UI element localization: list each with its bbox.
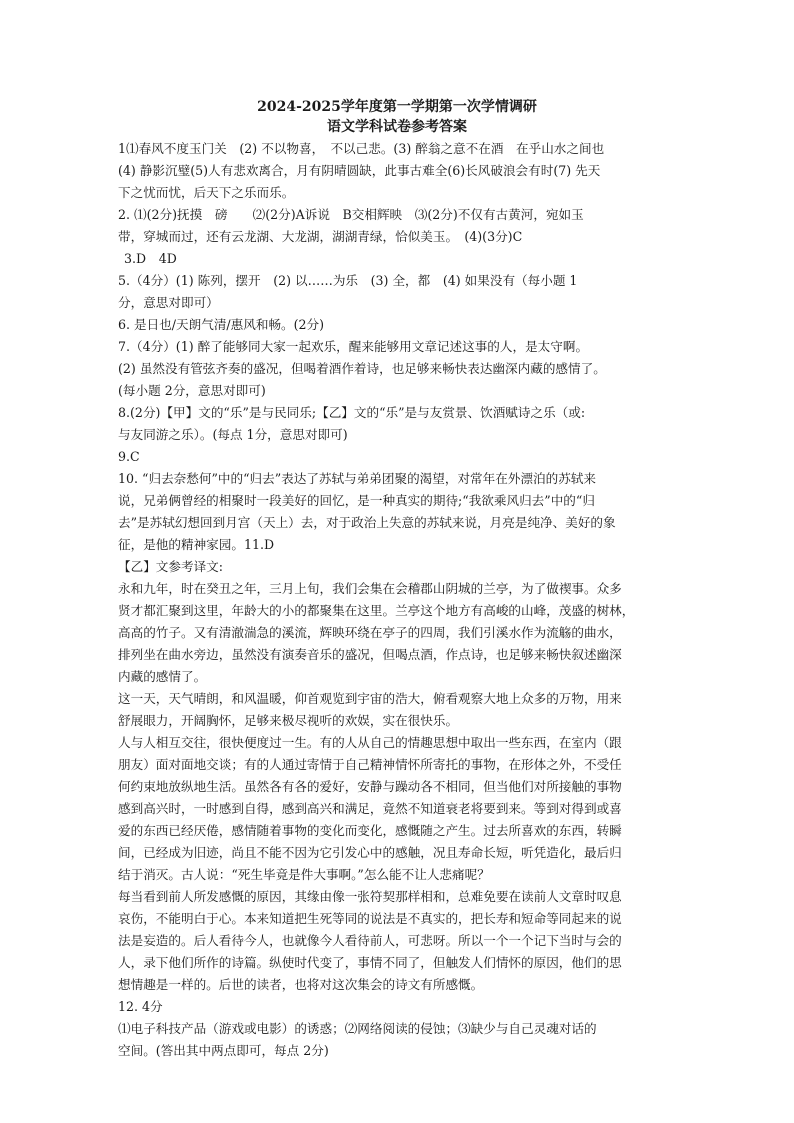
translation-line: 人，录下他们所作的诗篇。纵使时代变了，事情不同了，但触发人们情怀的原因，他们的思 — [118, 955, 622, 970]
answer-line: (每小题 2分，意思对即可) — [118, 383, 266, 398]
answer-q12 — [118, 1018, 678, 1062]
answer-line: ⑴电子科技产品（游戏或电影）的诱惑；⑵网络阅读的侵蚀；⑶缺少与自己灵魂对话的 — [118, 1021, 597, 1036]
answer-line: 5.（4分）(1) 陈列，摆开 (2) 以……为乐 (3) 全，都 (4) 如果没有（每小题 1 — [118, 273, 578, 288]
answer-q12-heading: 12. 4分 — [118, 999, 163, 1014]
translation-line: 法是妄造的。后人看待今人，也就像今人看待前人，可悲呀。所以一个一个记下当时与会的 — [118, 933, 622, 948]
answer-line: 10. “归去奈愁何”中的“归去”表达了苏轼与弟弟团聚的渴望，对常年在外漂泊的苏轼来 — [118, 471, 596, 486]
translation-line: 朋友）面对面地交谈；有的人通过寄情于自己精神情怀所寄托的事物，在形体之外，不受任 — [118, 757, 622, 772]
answer-line: (2) 虽然没有管弦齐奏的盛况，但喝着酒作着诗，也足够来畅快表达幽深内藏的感情了。 — [118, 361, 606, 376]
translation-line: 想情趣是一样的。后世的读者，也将对这次集会的诗文有所感慨。 — [118, 977, 484, 992]
answer-q2 — [118, 204, 678, 248]
translation-heading: 【乙】文参考译文: — [118, 559, 223, 574]
answer-line: 去”是苏轼幻想回到月宫（天上）去，对于政治上失意的苏轼来说，月亮是纯净、美好的象 — [118, 515, 616, 530]
answer-q7 — [118, 336, 678, 402]
answer-line: 空间。(答出其中两点即可，每点 2分) — [118, 1043, 329, 1058]
answer-line: 分，意思对即可） — [118, 295, 219, 310]
translation-text — [118, 578, 678, 996]
translation-line: 间，已经成为旧迹，尚且不能不因为它引发心中的感触，况且寿命长短，听凭造化，最后归 — [118, 845, 622, 860]
answer-line: 8.(2分)【甲】文的“乐”是与民同乐;【乙】文的“乐”是与友赏景、饮酒赋诗之乐（或: — [118, 405, 586, 420]
answer-line: 1⑴春风不度玉门关 (2) 不以物喜， 不以己悲。(3) 醉翁之意不在酒 在乎山水之间也 — [118, 141, 605, 156]
answer-q1 — [118, 138, 678, 204]
translation-line: 何约束地放纵地生活。虽然各有各的爱好，安静与躁动各不相同，但当他们对所接触的事物 — [118, 779, 622, 794]
answer-q10 — [118, 468, 678, 556]
translation-line: 结于消灭。古人说：“死生毕竟是件大事啊。”怎么能不让人悲痛呢？ — [118, 867, 490, 882]
answer-line: 带，穿城而过，还有云龙湖、大龙湖，湖湖青绿，恰似美玉。 (4)(3分)C — [118, 229, 523, 244]
answer-q6: 6. 是日也/天朗气清/惠风和畅。(2分) — [118, 317, 325, 332]
translation-line: 每当看到前人所发感慨的原因，其缘由像一张符契那样相和，总难免要在读前人文章时叹息 — [118, 889, 622, 904]
translation-line: 高高的竹子。又有清澈湍急的溪流，辉映环绕在亭子的四周，我们引溪水作为流觞的曲水， — [118, 625, 622, 640]
answer-q8 — [118, 402, 678, 446]
translation-line: 哀伤，不能明白于心。本来知道把生死等同的说法是不真实的，把长寿和短命等同起来的说 — [118, 911, 622, 926]
translation-line: 永和九年，时在癸丑之年，三月上旬，我们会集在会稽郡山阴城的兰亭，为了做禊事。众多 — [118, 581, 622, 596]
translation-line: 感到高兴时，一时感到自得，感到高兴和满足，竟然不知道衰老将要到来。等到对得到或喜 — [118, 801, 622, 816]
doc-title-line2: 语文学科试卷参考答案 — [327, 119, 467, 135]
translation-line: 内藏的感情了。 — [118, 669, 207, 684]
answer-q9: 9.C — [118, 449, 140, 464]
translation-line: 人与人相互交往，很快便度过一生。有的人从自己的情趣思想中取出一些东西，在室内（跟 — [118, 735, 622, 750]
answer-line: 征，是他的精神家园。11.D — [118, 537, 275, 552]
answers-body — [118, 138, 678, 1062]
answer-line: 下之忧而忧，后天下之乐而乐。 — [118, 185, 295, 200]
answer-line: 说，兄弟俩曾经的相聚时一段美好的回忆，是一种真实的期待;“我欲乘风归去”中的“归 — [118, 493, 595, 508]
doc-title-line1: 2024-2025学年度第一学期第一次学情调研 — [257, 99, 537, 115]
answer-q5 — [118, 270, 678, 314]
answer-line: 7.（4分）(1) 醉了能够同大家一起欢乐，醒来能够用文章记述这事的人，是太守啊。 — [118, 339, 589, 354]
translation-line: 贤才都汇聚到这里，年龄大的小的都聚集在这里。兰亭这个地方有高峻的山峰，茂盛的树林， — [118, 603, 635, 618]
answer-line: 2. ⑴(2分)抚摸 磅 ⑵(2分)A诉说 B交相辉映 ⑶(2分)不仅有古黄河，宛如玉 — [118, 207, 584, 222]
answer-q3-q4: 3.D 4D — [124, 251, 177, 266]
translation-line: 这一天，天气晴朗，和风温暖，仰首观览到宇宙的浩大，俯看观察大地上众多的万物，用来 — [118, 691, 622, 706]
answer-line: 与友同游之乐）。(每点 1分，意思对即可) — [118, 427, 348, 442]
answer-line: (4) 静影沉璧(5)人有悲欢离合，月有阴晴圆缺，此事古难全(6)长风破浪会有时(7) 先天 — [118, 163, 601, 178]
translation-line: 排列坐在曲水旁边，虽然没有演奏音乐的盛况，但喝点酒，作点诗，也足够来畅快叙述幽深 — [118, 647, 622, 662]
translation-line: 爱的东西已经厌倦，感情随着事物的变化而变化，感慨随之产生。过去所喜欢的东西，转瞬 — [118, 823, 622, 838]
translation-line: 舒展眼力，开阔胸怀，足够来极尽视听的欢娱，实在很快乐。 — [118, 713, 459, 728]
